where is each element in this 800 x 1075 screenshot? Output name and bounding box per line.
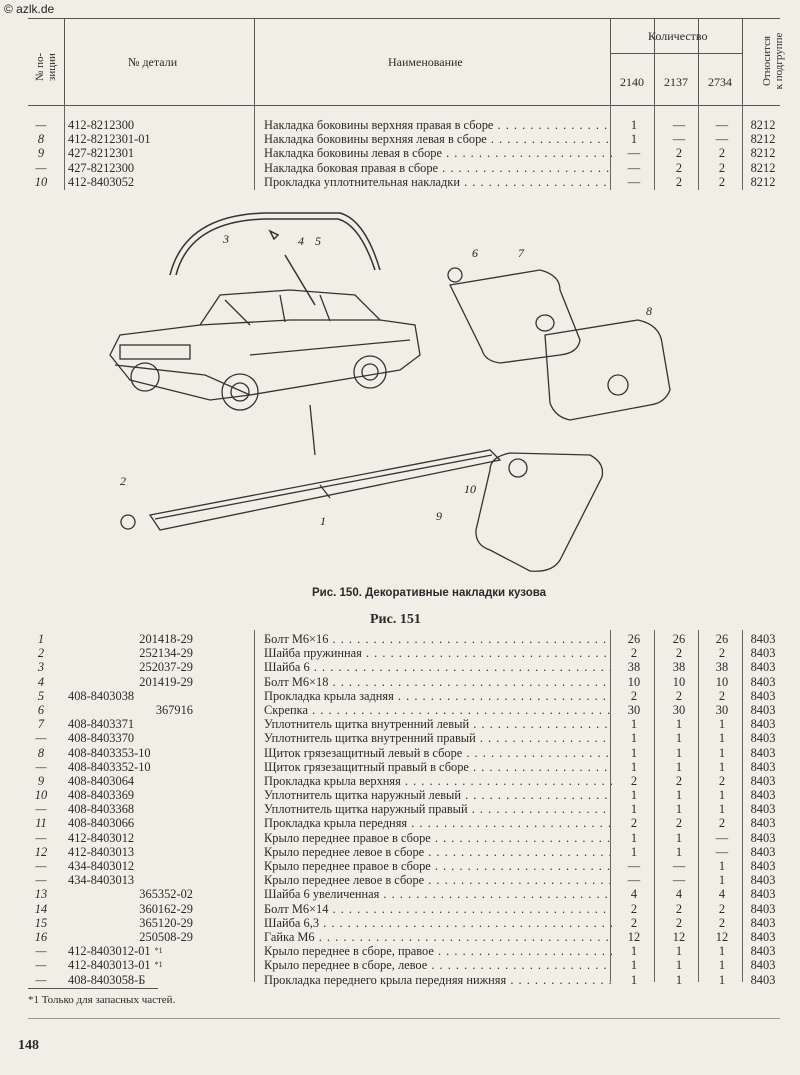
part-name: Крыло переднее правое в сборе . . . xyxy=(264,831,612,845)
callout-4: 4 xyxy=(298,234,304,248)
watermark: © azlk.de xyxy=(4,2,55,16)
qty-2137: 12 xyxy=(672,929,686,944)
qty-2137: 2 xyxy=(675,816,683,831)
car-drawing xyxy=(110,290,420,410)
qty-2734: 1 xyxy=(718,788,726,803)
callout-10: 10 xyxy=(464,482,476,496)
position-number: 13 xyxy=(34,887,48,902)
subgroup: 8403 xyxy=(750,632,776,646)
qty-2734: 1 xyxy=(718,958,726,973)
subgroup: 8212 xyxy=(750,160,776,175)
qty-2140: — xyxy=(627,859,641,873)
subgroup: 8403 xyxy=(750,759,776,774)
figure-150-illustration xyxy=(90,195,750,585)
part-name: Прокладка уплотнительная накладки . . . xyxy=(264,175,612,189)
qty-2734: 1 xyxy=(718,859,726,873)
part-number: 408-8403064 xyxy=(68,773,135,788)
subgroup: 8403 xyxy=(750,873,776,888)
part-number: 408-8403066 xyxy=(68,816,135,831)
part-number: 365120-29 xyxy=(139,915,193,930)
subgroup: 8403 xyxy=(750,688,776,703)
qty-2734: 38 xyxy=(715,660,729,675)
position-number: 5 xyxy=(37,688,45,703)
qty-2140: 2 xyxy=(630,816,638,831)
qty-2140: 2 xyxy=(630,688,638,703)
qty-2140: 1 xyxy=(630,132,638,147)
qty-2140: 2 xyxy=(630,646,638,661)
subgroup: 8212 xyxy=(750,118,776,132)
qty-2137: 1 xyxy=(675,788,683,803)
qty-2140: — xyxy=(627,873,641,888)
part-name: Шайба 6,3 . . . xyxy=(264,916,612,930)
position-number: 9 xyxy=(37,146,45,161)
qty-2140: 1 xyxy=(630,759,638,774)
qty-2137: 2 xyxy=(675,160,683,175)
qty-2734: 1 xyxy=(718,873,726,888)
position-number: — xyxy=(35,944,47,959)
part-name: Крыло переднее в сборе, правое . . . xyxy=(264,944,612,958)
part-name: Уплотнитель щитка наружный левый . . . xyxy=(264,788,612,802)
qty-2140: — xyxy=(627,174,641,189)
part-name: Уплотнитель щитка внутренний левый . . . xyxy=(264,717,612,731)
part-number: 408-8403038 xyxy=(68,688,135,703)
table-row xyxy=(28,717,780,731)
qty-2734: 1 xyxy=(718,972,726,987)
part-number: 250508-29 xyxy=(139,929,193,944)
qty-2137: 1 xyxy=(675,759,683,774)
qty-2137: 2 xyxy=(675,688,683,703)
table-row xyxy=(28,831,780,845)
part-name: Крыло переднее левое в сборе . . . xyxy=(264,845,612,859)
table-row xyxy=(28,760,780,774)
table-row xyxy=(28,973,780,987)
qty-2140: 30 xyxy=(627,702,641,717)
qty-2734: 26 xyxy=(715,632,729,646)
part-number: 412-8403013 xyxy=(68,844,135,859)
part-number: 408-8403352-10 xyxy=(68,759,151,774)
position-number: 14 xyxy=(34,901,48,916)
part-number: 412-8403012-01 *1 xyxy=(68,944,163,959)
position-number: 10 xyxy=(34,788,48,803)
qty-2140: 38 xyxy=(627,660,641,675)
position-number: 8 xyxy=(37,132,45,147)
part-number: 412-8403013-01 *1 xyxy=(68,958,163,973)
qty-2137: — xyxy=(672,873,686,888)
subgroup: 8212 xyxy=(750,132,776,147)
qty-2137: — xyxy=(672,118,686,132)
qty-2140: 1 xyxy=(630,717,638,732)
qty-2140: 1 xyxy=(630,944,638,959)
subgroup: 8403 xyxy=(750,674,776,689)
position-number: 3 xyxy=(37,660,45,675)
parts-table-fig151 xyxy=(28,632,780,987)
part-number: 360162-29 xyxy=(139,901,193,916)
part-number: 412-8403012 xyxy=(68,830,135,845)
part-number: 434-8403013 xyxy=(68,873,135,888)
qty-2137: 1 xyxy=(675,958,683,973)
table-row xyxy=(28,902,780,916)
table-row xyxy=(28,132,780,146)
part-name: Щиток грязезащитный правый в сборе . . . xyxy=(264,760,612,774)
position-number: 15 xyxy=(34,915,48,930)
qty-2734: 10 xyxy=(715,674,729,689)
position-number: — xyxy=(35,859,47,873)
subgroup: 8212 xyxy=(750,174,776,189)
qty-2137: 4 xyxy=(675,887,683,902)
position-number: — xyxy=(35,958,47,973)
qty-2734: 2 xyxy=(718,688,726,703)
subgroup: 8403 xyxy=(750,717,776,732)
subgroup: 8403 xyxy=(750,646,776,661)
qty-2137: 1 xyxy=(675,830,683,845)
position-number: — xyxy=(35,118,47,132)
qty-2140: 1 xyxy=(630,830,638,845)
part-name: Прокладка крыла верхняя . . . xyxy=(264,774,612,788)
qty-2137: 38 xyxy=(672,660,686,675)
position-number: — xyxy=(35,830,47,845)
qty-2140: 2 xyxy=(630,773,638,788)
subgroup: 8403 xyxy=(750,929,776,944)
table-row xyxy=(28,930,780,944)
part-name: Шайба пружинная . . . xyxy=(264,646,612,660)
callout-9: 9 xyxy=(436,509,442,523)
qty-2140: — xyxy=(627,160,641,175)
position-number: 8 xyxy=(37,745,45,760)
qty-2734: 2 xyxy=(718,646,726,661)
callout-8: 8 xyxy=(646,304,652,318)
qty-2137: 2 xyxy=(675,901,683,916)
qty-2137: 1 xyxy=(675,844,683,859)
subgroup: 8403 xyxy=(750,830,776,845)
part-name: Щиток грязезащитный левый в сборе . . . xyxy=(264,746,612,760)
table-row xyxy=(28,958,780,972)
part-number: 408-8403058-Б xyxy=(68,972,146,987)
table-row xyxy=(28,746,780,760)
qty-2137: — xyxy=(672,859,686,873)
qty-2140: 1 xyxy=(630,844,638,859)
qty-2734: 1 xyxy=(718,802,726,817)
table-row xyxy=(28,916,780,930)
qty-2137: — xyxy=(672,132,686,147)
header-qty: Количество xyxy=(648,29,708,43)
subgroup: 8403 xyxy=(750,788,776,803)
table-row xyxy=(28,845,780,859)
header-qty-2137: 2137 xyxy=(664,75,688,89)
part-number: 252134-29 xyxy=(139,646,193,661)
qty-2137: 1 xyxy=(675,745,683,760)
qty-2734: — xyxy=(715,844,729,859)
qty-2140: 2 xyxy=(630,915,638,930)
page-number: 148 xyxy=(18,1038,39,1053)
part-name: Прокладка крыла задняя . . . xyxy=(264,689,612,703)
qty-2140: 4 xyxy=(630,887,638,902)
part-number: 367916 xyxy=(155,702,193,717)
part-name: Скрепка . . . xyxy=(264,703,612,717)
part-number: 427-8212300 xyxy=(68,160,135,175)
header-pos: № по- зиции xyxy=(34,52,58,82)
qty-2140: 1 xyxy=(630,958,638,973)
part-number: 252037-29 xyxy=(139,660,193,675)
part-name: Уплотнитель щитка внутренний правый . . . xyxy=(264,731,612,745)
position-number: 4 xyxy=(37,674,45,689)
subgroup: 8403 xyxy=(750,944,776,959)
table-row xyxy=(28,944,780,958)
callout-7: 7 xyxy=(518,246,524,260)
position-number: — xyxy=(35,731,47,746)
position-number: 11 xyxy=(35,816,47,831)
qty-2137: 2 xyxy=(675,174,683,189)
subgroup: 8403 xyxy=(750,731,776,746)
header-qty-2140: 2140 xyxy=(620,75,644,89)
qty-2734: — xyxy=(715,830,729,845)
subgroup: 8403 xyxy=(750,859,776,873)
qty-2734: — xyxy=(715,132,729,147)
qty-2734: 2 xyxy=(718,915,726,930)
part-number: 201418-29 xyxy=(139,632,193,646)
qty-2137: 26 xyxy=(672,632,686,646)
part-number: 427-8212301 xyxy=(68,146,135,161)
part-name: Накладка боковины верхняя левая в сборе . . . xyxy=(264,132,612,146)
qty-2734: — xyxy=(715,118,729,132)
part-name: Накладка боковины верхняя правая в сборе . . . xyxy=(264,118,612,132)
table-row xyxy=(28,646,780,660)
qty-2734: 2 xyxy=(718,174,726,189)
part-number: 408-8403370 xyxy=(68,731,135,746)
qty-2140: 1 xyxy=(630,788,638,803)
qty-2734: 1 xyxy=(718,717,726,732)
position-number: — xyxy=(35,759,47,774)
table-row xyxy=(28,175,780,189)
part-number: 201419-29 xyxy=(139,674,193,689)
subgroup: 8403 xyxy=(750,802,776,817)
table-row xyxy=(28,703,780,717)
subgroup: 8403 xyxy=(750,915,776,930)
qty-2137: 2 xyxy=(675,146,683,161)
callout-5: 5 xyxy=(315,234,321,248)
part-name: Болт М6×18 . . . xyxy=(264,675,612,689)
table-row xyxy=(28,660,780,674)
qty-2137: 2 xyxy=(675,915,683,930)
qty-2734: 1 xyxy=(718,745,726,760)
table-row xyxy=(28,887,780,901)
qty-2734: 1 xyxy=(718,944,726,959)
callout-2: 2 xyxy=(120,474,126,488)
qty-2140: 1 xyxy=(630,118,638,132)
qty-2140: — xyxy=(627,146,641,161)
part-number: 408-8403353-10 xyxy=(68,745,151,760)
qty-2137: 1 xyxy=(675,972,683,987)
qty-2734: 4 xyxy=(718,887,726,902)
subgroup: 8403 xyxy=(750,958,776,973)
table-row xyxy=(28,816,780,830)
figure-151-title: Рис. 151 xyxy=(370,612,421,627)
qty-2140: 1 xyxy=(630,731,638,746)
header-qty-2734: 2734 xyxy=(708,75,732,89)
table-row xyxy=(28,873,780,887)
figure-150-caption: Рис. 150. Декоративные накладки кузова xyxy=(312,587,547,599)
qty-2137: 2 xyxy=(675,646,683,661)
footnote: *1 Только для запасных частей. xyxy=(28,994,176,1006)
position-number: — xyxy=(35,972,47,987)
header-name: Наименование xyxy=(388,55,463,69)
qty-2140: 1 xyxy=(630,972,638,987)
callout-1: 1 xyxy=(320,514,326,528)
part-number: 365352-02 xyxy=(139,887,193,902)
table-row xyxy=(28,118,780,132)
part-number: 408-8403369 xyxy=(68,788,135,803)
position-number: — xyxy=(35,802,47,817)
subgroup: 8403 xyxy=(750,901,776,916)
table-row xyxy=(28,161,780,175)
qty-2734: 12 xyxy=(715,929,729,944)
subgroup: 8212 xyxy=(750,146,776,161)
qty-2137: 1 xyxy=(675,731,683,746)
position-number: 2 xyxy=(37,646,45,661)
table-row xyxy=(28,788,780,802)
subgroup: 8403 xyxy=(750,702,776,717)
table-row xyxy=(28,675,780,689)
qty-2140: 10 xyxy=(627,674,641,689)
subgroup: 8403 xyxy=(750,887,776,902)
position-number: 6 xyxy=(37,702,45,717)
qty-2734: 30 xyxy=(715,702,729,717)
qty-2734: 2 xyxy=(718,146,726,161)
table-row xyxy=(28,689,780,703)
parts-table-fig150 xyxy=(28,118,780,189)
position-number: 7 xyxy=(37,717,45,732)
table-row xyxy=(28,632,780,646)
qty-2140: 2 xyxy=(630,901,638,916)
qty-2734: 2 xyxy=(718,160,726,175)
qty-2137: 30 xyxy=(672,702,686,717)
qty-2734: 2 xyxy=(718,816,726,831)
part-number: 408-8403371 xyxy=(68,717,135,732)
part-name: Прокладка крыла передняя . . . xyxy=(264,816,612,830)
position-number: 1 xyxy=(37,632,45,646)
part-number: 412-8212301-01 xyxy=(68,132,151,147)
qty-2140: 1 xyxy=(630,745,638,760)
table-row xyxy=(28,802,780,816)
position-number: 12 xyxy=(34,844,48,859)
qty-2734: 2 xyxy=(718,901,726,916)
qty-2137: 1 xyxy=(675,717,683,732)
subgroup: 8403 xyxy=(750,972,776,987)
table-row xyxy=(28,146,780,160)
header-group: Относится к подгруппе xyxy=(761,32,785,90)
part-name: Крыло переднее правое в сборе . . . xyxy=(264,859,612,873)
qty-2734: 1 xyxy=(718,731,726,746)
subgroup: 8403 xyxy=(750,773,776,788)
table-row xyxy=(28,774,780,788)
position-number: — xyxy=(35,873,47,888)
qty-2137: 1 xyxy=(675,802,683,817)
part-name: Болт М6×16 . . . xyxy=(264,632,612,646)
qty-2140: 12 xyxy=(627,929,641,944)
qty-2734: 2 xyxy=(718,773,726,788)
table-row xyxy=(28,731,780,745)
part-name: Крыло переднее левое в сборе . . . xyxy=(264,873,612,887)
part-name: Накладка боковая правая в сборе . . . xyxy=(264,161,612,175)
position-number: — xyxy=(35,160,47,175)
part-name: Накладка боковины левая в сборе . . . xyxy=(264,146,612,160)
subgroup: 8403 xyxy=(750,816,776,831)
part-number: 408-8403368 xyxy=(68,802,135,817)
part-name: Шайба 6 . . . xyxy=(264,660,612,674)
table-row xyxy=(28,859,780,873)
position-number: 9 xyxy=(37,773,45,788)
part-number: 412-8403052 xyxy=(68,174,135,189)
part-number: 412-8212300 xyxy=(68,118,135,132)
callout-6: 6 xyxy=(472,246,478,260)
qty-2140: 26 xyxy=(627,632,641,646)
part-name: Уплотнитель щитка наружный правый . . . xyxy=(264,802,612,816)
qty-2137: 10 xyxy=(672,674,686,689)
qty-2734: 1 xyxy=(718,759,726,774)
qty-2137: 2 xyxy=(675,773,683,788)
part-name: Шайба 6 увеличенная . . . xyxy=(264,887,612,901)
part-name: Гайка М6 . . . xyxy=(264,930,612,944)
qty-2137: 1 xyxy=(675,944,683,959)
subgroup: 8403 xyxy=(750,844,776,859)
part-name: Прокладка переднего крыла передняя нижняя . . . xyxy=(264,973,612,987)
position-number: 10 xyxy=(34,174,48,189)
footnote-marker: *1 xyxy=(154,960,163,970)
footnote-marker: *1 xyxy=(154,946,163,956)
part-name: Крыло переднее в сборе, левое . . . xyxy=(264,958,612,972)
qty-2140: 1 xyxy=(630,802,638,817)
position-number: 16 xyxy=(34,929,48,944)
part-number: 434-8403012 xyxy=(68,859,135,873)
callout-3: 3 xyxy=(223,232,229,246)
table-header xyxy=(28,18,785,106)
part-name: Болт М6×14 . . . xyxy=(264,902,612,916)
subgroup: 8403 xyxy=(750,745,776,760)
header-part: № детали xyxy=(128,55,178,69)
subgroup: 8403 xyxy=(750,660,776,675)
